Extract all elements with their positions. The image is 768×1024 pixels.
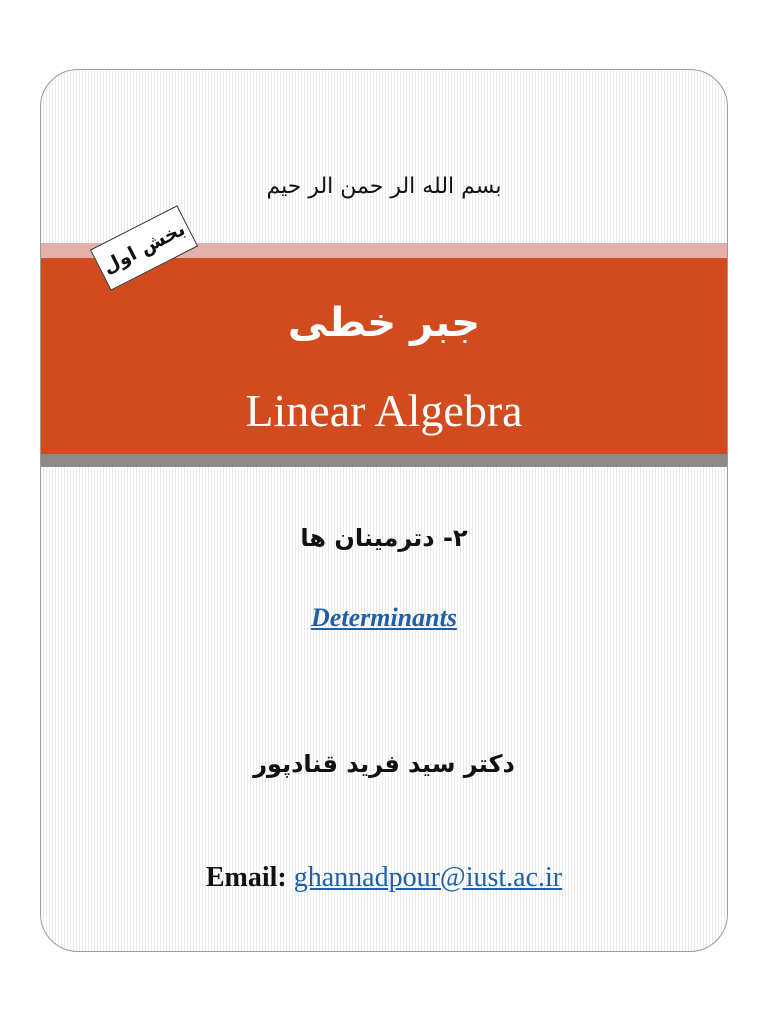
chapter-title-link[interactable]: Determinants bbox=[311, 603, 457, 632]
title-slide bbox=[40, 69, 728, 952]
chapter-title-persian: ۲- دترمینان ها bbox=[300, 524, 468, 552]
email-link[interactable]: ghannadpour@iust.ac.ir bbox=[293, 862, 563, 893]
bismillah-text: بسم الله الر حمن الر حیم bbox=[266, 174, 502, 199]
section-stamp-label: بخش اول bbox=[99, 217, 189, 279]
author-name: دکتر سید فرید قنادپور bbox=[253, 750, 515, 778]
email-line bbox=[41, 862, 727, 894]
title-persian: جبر خطی bbox=[287, 300, 481, 346]
title-english: Linear Algebra bbox=[245, 385, 523, 436]
email-label: Email: bbox=[205, 862, 287, 893]
title-band-bottom-stripe bbox=[41, 454, 727, 467]
